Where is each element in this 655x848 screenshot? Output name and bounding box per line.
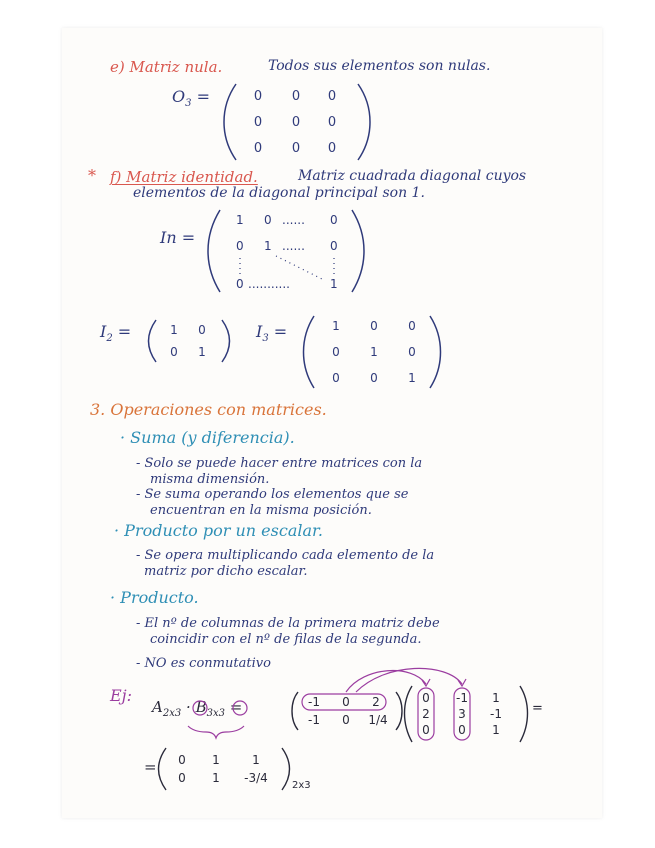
section-e-description: Todos sus elementos son nulas.	[268, 58, 491, 74]
matrix-cell: 1	[198, 345, 206, 359]
suma-title: · Suma (y diferencia).	[120, 428, 295, 447]
section-f-heading: f) Matriz identidad.	[110, 168, 258, 186]
left-bracket	[159, 748, 167, 790]
identity-n-label: In =	[160, 228, 196, 247]
escalar-title: · Producto por un escalar.	[114, 521, 323, 540]
matrix-dots: ...........	[248, 277, 290, 291]
right-bracket	[358, 84, 370, 160]
matrix-cell: 0	[253, 89, 263, 104]
producto-title: · Producto.	[110, 588, 199, 607]
matrix-cell: 1	[492, 723, 500, 737]
example-label: Ej:	[110, 686, 133, 705]
underbrace	[188, 726, 244, 738]
matrix-cell: 0	[332, 371, 340, 385]
suma-bullet-1-line2: misma dimensión.	[150, 472, 270, 487]
left-bracket	[149, 320, 157, 362]
example-diagram	[150, 662, 550, 746]
matrix-cell: 0	[332, 345, 340, 359]
matrix-cell: -1	[456, 691, 468, 705]
arrow	[356, 668, 462, 692]
matrix-cell: 0	[178, 771, 186, 785]
identity-2-label: $I_2$ =	[100, 322, 132, 345]
matrix-cell: 0	[327, 89, 337, 104]
matrix-cell: 0	[253, 141, 263, 156]
section-e-heading: e) Matriz nula.	[110, 58, 223, 76]
matrix-cell: 0	[236, 239, 244, 253]
escalar-bullet-1-line2: matriz por dicho escalar.	[144, 564, 308, 579]
matrix-cell: 0	[342, 695, 350, 709]
trailing-equals: =	[532, 701, 543, 716]
zero-matrix	[222, 82, 372, 162]
matrix-cell: 1	[330, 277, 338, 291]
producto-bullet-1-line1: - El nº de columnas de la primera matriz debe	[136, 616, 440, 631]
section-f-desc-line1: Matriz cuadrada diagonal cuyos	[298, 168, 527, 184]
matrix-cell: -3/4	[244, 771, 268, 785]
right-bracket	[222, 320, 230, 362]
identity-n-matrix	[206, 208, 366, 294]
matrix-cell: 3	[458, 707, 466, 721]
left-bracket	[304, 316, 315, 388]
matrix-cell: 0	[198, 323, 206, 337]
matrix-cell: 0	[236, 277, 244, 291]
matrix-cell: 0	[408, 319, 416, 333]
matrix-cell: -1	[308, 713, 320, 727]
right-bracket	[282, 748, 290, 790]
example-product-expression: $A_{2x3} \cdot B_{3x3}$ =	[152, 698, 243, 719]
matrix-cell: 0	[342, 713, 350, 727]
matrix-cell: 0	[370, 371, 378, 385]
highlight-circle	[193, 701, 207, 715]
matrix-cell: 1/4	[368, 713, 388, 727]
result-matrix	[156, 746, 326, 792]
escalar-bullet-1-line1: - Se opera multiplicando cada elemento de la	[136, 548, 435, 563]
left-bracket	[224, 84, 236, 160]
matrix-cell: 1	[408, 371, 416, 385]
zero-matrix-label: $O_3$ =	[172, 87, 210, 110]
matrix-cell: 1	[332, 319, 340, 333]
matrix-cell: 0	[370, 319, 378, 333]
left-bracket	[208, 210, 220, 292]
result-dimension: 2x3	[292, 780, 311, 791]
matrix-cell: 2	[422, 707, 430, 721]
matrix-cell: 0	[264, 213, 272, 227]
left-bracket	[405, 686, 413, 742]
matrix-cell: 1	[236, 213, 244, 227]
suma-bullet-2-line1: - Se suma operando los elementos que se	[136, 487, 409, 502]
right-bracket	[430, 316, 441, 388]
matrix-cell: -1	[308, 695, 320, 709]
matrix-cell: 0	[422, 723, 430, 737]
matrix-cell: 0	[330, 213, 338, 227]
matrix-cell: 0	[291, 115, 301, 130]
producto-bullet-1-line2: coincidir con el nº de filas de la segunda.	[150, 632, 422, 647]
identity-3-label: $I_3$ =	[256, 322, 288, 345]
matrix-cell: 0	[291, 141, 301, 156]
producto-bullet-2: - NO es conmutativo	[136, 656, 271, 671]
matrix-cell: 0	[327, 115, 337, 130]
left-bracket	[292, 692, 298, 730]
matrix-cell: 1	[252, 753, 260, 767]
matrix-cell: 0	[408, 345, 416, 359]
result-equals: =	[144, 758, 157, 776]
section-3-heading: 3. Operaciones con matrices.	[90, 400, 327, 419]
matrix-cell: 1	[264, 239, 272, 253]
matrix-cell: 1	[212, 753, 220, 767]
identity-3-matrix	[302, 314, 442, 390]
suma-bullet-2-line2: encuentran en la misma posición.	[150, 503, 372, 518]
right-bracket	[520, 686, 528, 742]
matrix-cell: 0	[327, 141, 337, 156]
matrix-cell: 0	[253, 115, 263, 130]
matrix-cell: 0	[422, 691, 430, 705]
matrix-cell: 0	[330, 239, 338, 253]
matrix-cell: -1	[490, 707, 502, 721]
matrix-cell: 1	[370, 345, 378, 359]
matrix-cell: 0	[178, 753, 186, 767]
identity-2-matrix	[146, 318, 232, 364]
matrix-cell: 2	[372, 695, 380, 709]
matrix-cell: 1	[492, 691, 500, 705]
matrix-cell: 0	[170, 345, 178, 359]
right-bracket	[396, 692, 402, 730]
section-f-desc-line2: elementos de la diagonal principal son 1.	[133, 185, 425, 201]
matrix-cell: 1	[170, 323, 178, 337]
matrix-dots: ......	[282, 239, 305, 253]
asterisk-marker: *	[88, 166, 96, 185]
right-bracket	[352, 210, 364, 292]
matrix-dots: ......	[282, 213, 305, 227]
highlight-circle	[233, 701, 247, 715]
matrix-cell: 1	[212, 771, 220, 785]
matrix-cell: 0	[458, 723, 466, 737]
matrix-cell: 0	[291, 89, 301, 104]
suma-bullet-1-line1: - Solo se puede hacer entre matrices con la	[136, 456, 423, 471]
